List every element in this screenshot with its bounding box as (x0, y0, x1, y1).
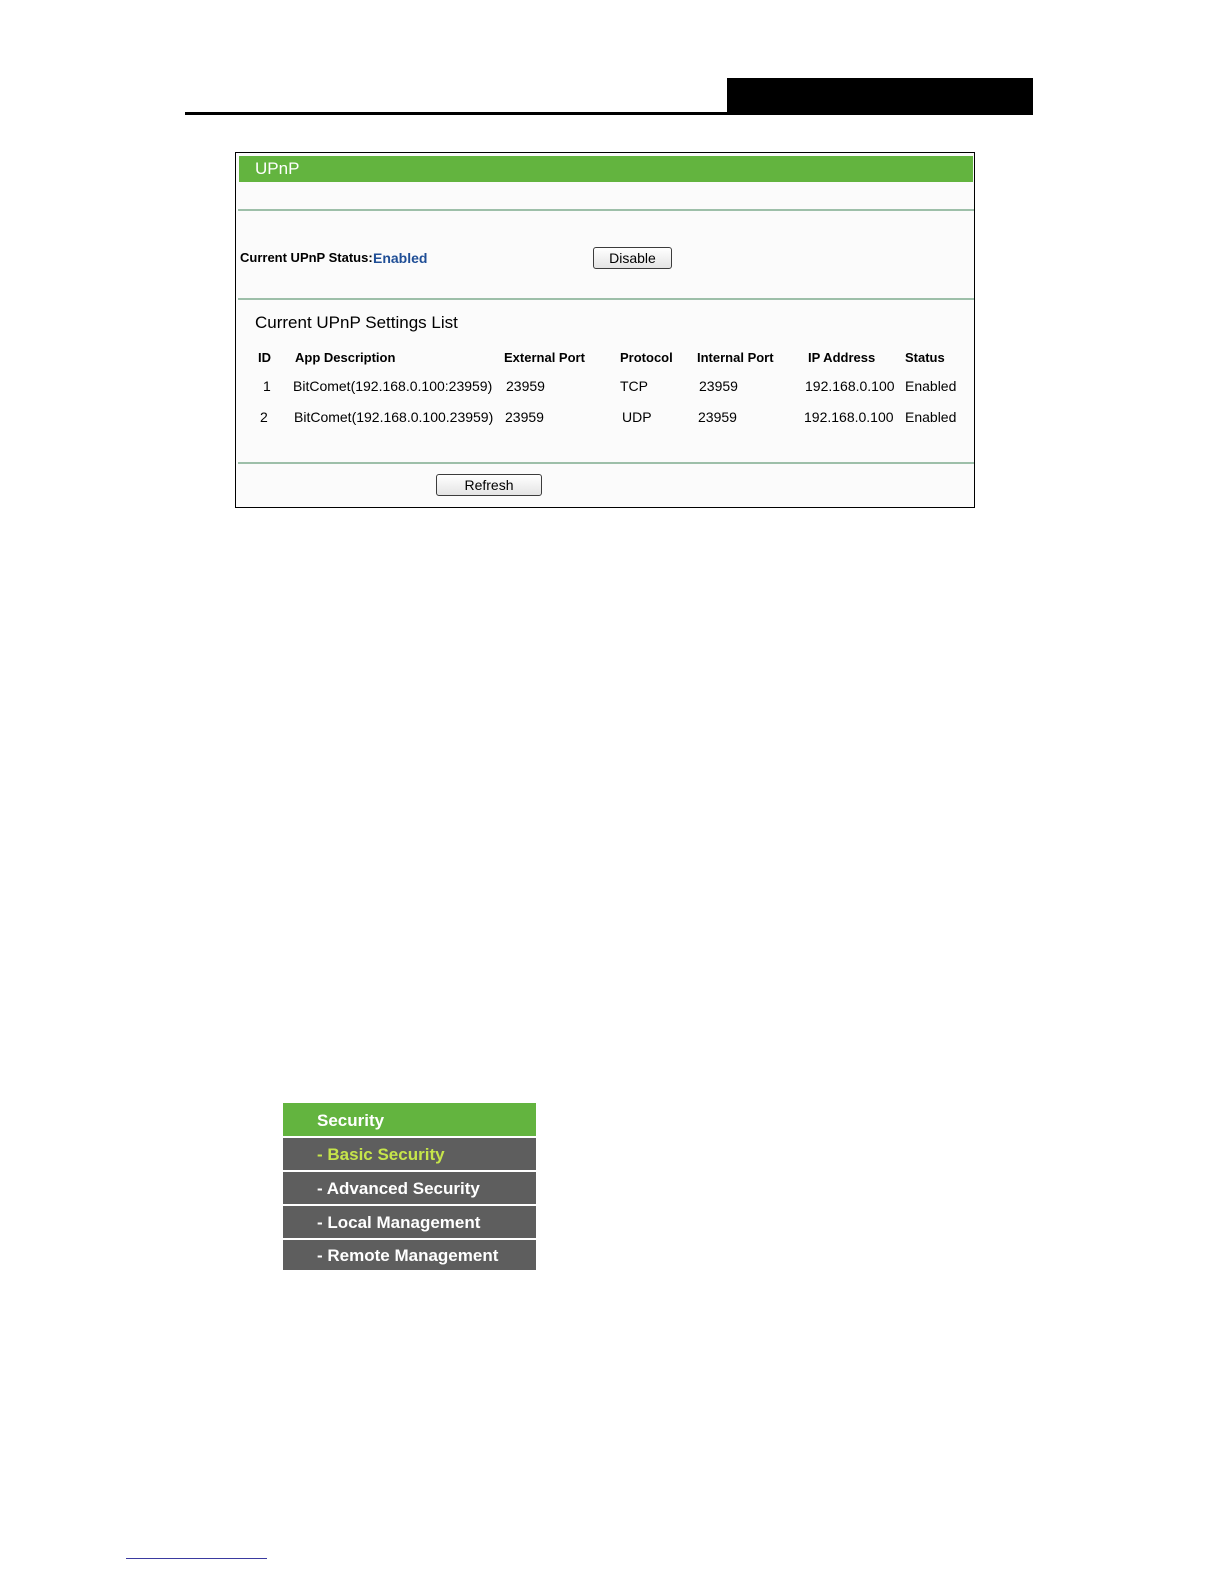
menu-header-security[interactable] (283, 1103, 536, 1136)
row-app-description: BitComet(192.168.0.100.23959) (294, 409, 494, 425)
column-header-app-description: App Description (295, 350, 396, 365)
row-protocol: TCP (620, 378, 648, 394)
row-ip-address: 192.168.0.100 (805, 378, 895, 394)
row-external-port: 23959 (505, 409, 544, 425)
menu-item-label: - Basic Security (317, 1145, 445, 1164)
column-header-ip-address: IP Address (808, 350, 876, 365)
page-header-tab (727, 78, 1033, 115)
menu-header-label: Security (317, 1111, 385, 1130)
row-id: 2 (260, 409, 268, 425)
row-internal-port: 23959 (699, 378, 738, 394)
menu-item-advanced-security[interactable] (283, 1172, 536, 1204)
footer-link-underline (126, 1558, 267, 1559)
upnp-status-label: Current UPnP Status: (240, 250, 373, 265)
menu-item-remote-management[interactable] (283, 1240, 536, 1270)
refresh-button[interactable]: Refresh (436, 474, 542, 496)
column-header-id: ID (258, 350, 271, 365)
row-external-port: 23959 (506, 378, 545, 394)
disable-button[interactable]: Disable (593, 247, 672, 269)
settings-list-title: Current UPnP Settings List (255, 313, 458, 332)
row-internal-port: 23959 (698, 409, 737, 425)
menu-item-basic-security[interactable] (283, 1138, 536, 1170)
upnp-status-value: Enabled (373, 250, 428, 266)
column-header-internal-port: Internal Port (697, 350, 774, 365)
panel-title: UPnP (255, 159, 300, 178)
column-header-status: Status (905, 350, 945, 365)
panel-title-bar (239, 156, 973, 182)
row-app-description: BitComet(192.168.0.100:23959) (293, 378, 493, 394)
row-ip-address: 192.168.0.100 (804, 409, 894, 425)
menu-item-label: - Local Management (317, 1213, 481, 1232)
divider (238, 298, 974, 300)
column-header-external-port: External Port (504, 350, 585, 365)
menu-item-label: - Advanced Security (317, 1179, 480, 1198)
security-menu (283, 1103, 536, 1270)
column-header-protocol: Protocol (620, 350, 673, 365)
upnp-panel (235, 152, 975, 508)
menu-item-label: - Remote Management (317, 1246, 499, 1265)
divider (238, 209, 974, 211)
row-status: Enabled (905, 409, 957, 425)
menu-item-local-management[interactable] (283, 1206, 536, 1238)
row-protocol: UDP (622, 409, 652, 425)
row-status: Enabled (905, 378, 957, 394)
divider (238, 462, 974, 464)
row-id: 1 (263, 378, 271, 394)
